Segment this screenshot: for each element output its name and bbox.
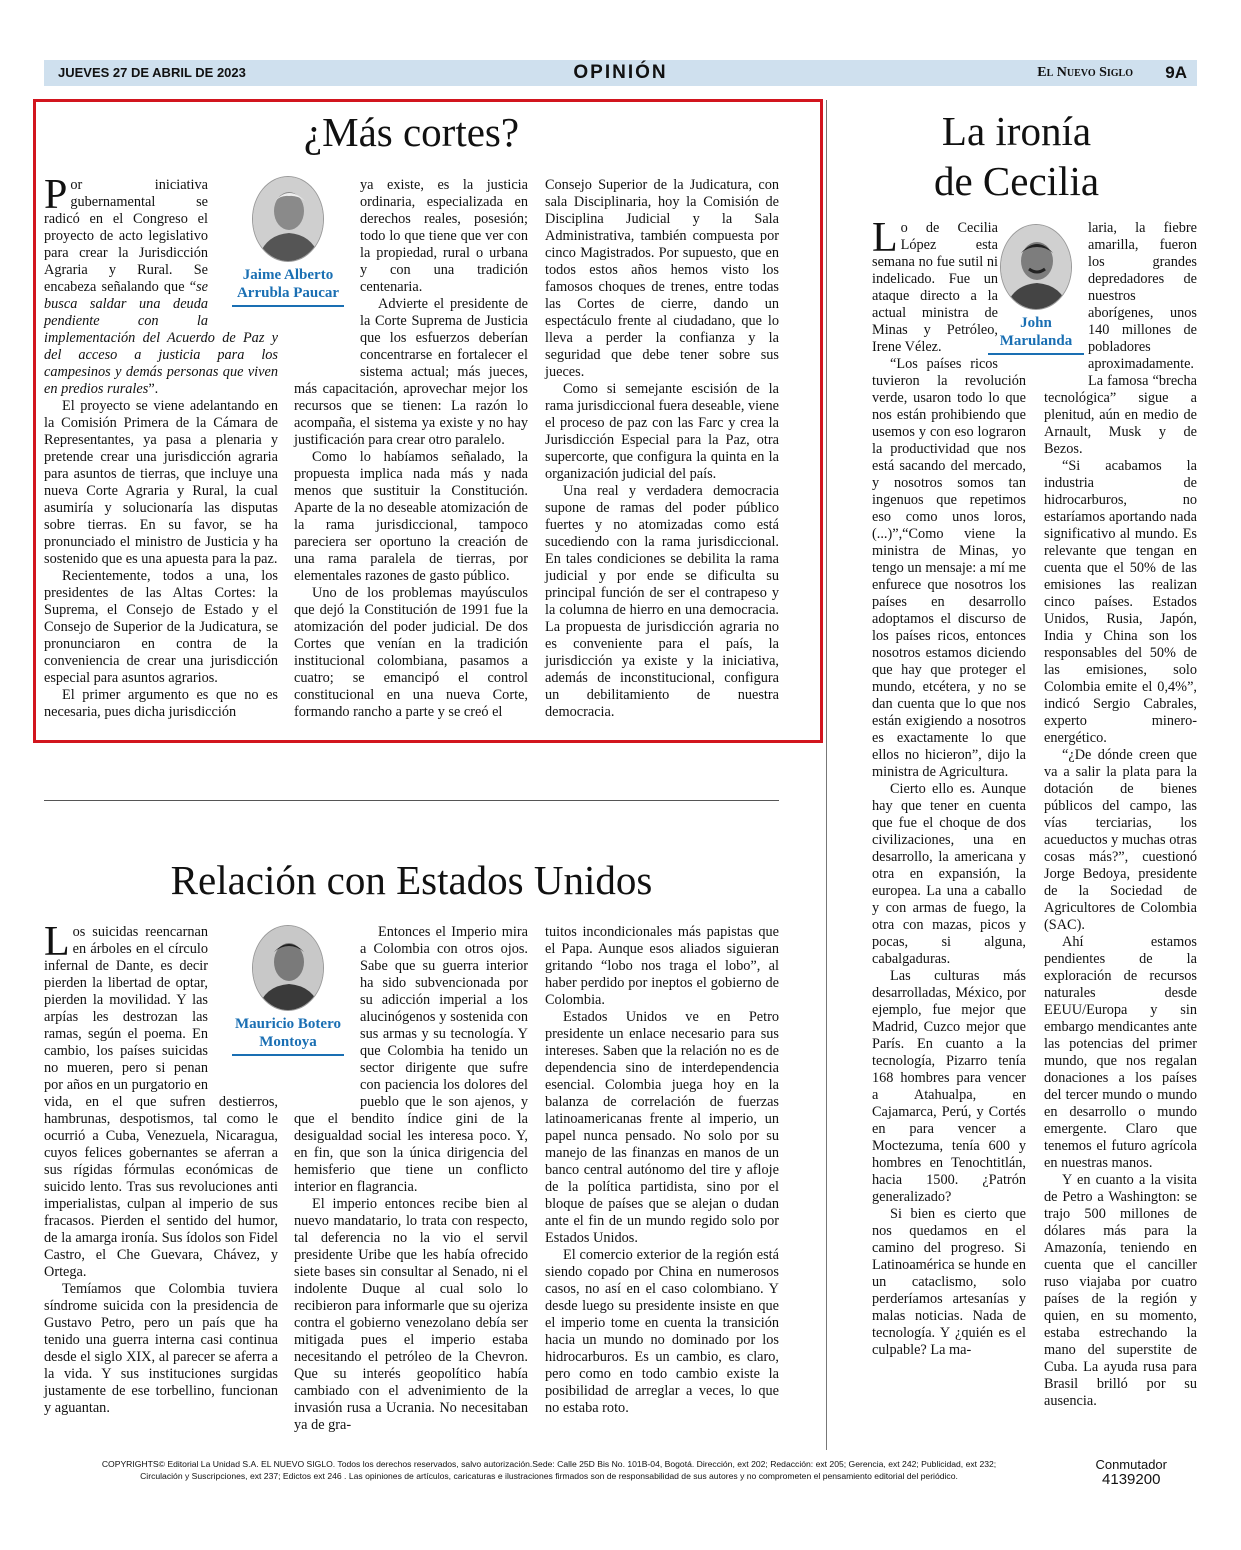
paragraph: El primer argumento es que no es necesaria, pues dicha jurisdicción xyxy=(44,687,278,720)
article2-column-3 xyxy=(545,924,779,1417)
paragraph: Uno de los problemas mayúsculos que dejó la Constitución de 1991 fue la atomización del poder judicial. De dos Cortes que venían en la tradición institucional colombiana, pasamos a cuatro; se emancipó el control constitucional en una nueva Corte, formando rancho a parte y se creó el xyxy=(294,585,528,720)
dropcap: L xyxy=(44,919,70,965)
divider-vertical xyxy=(826,100,827,1450)
paragraph: Y en cuanto a la visita de Petro a Washington: se trajo 500 millones de dólares más para la Amazonía, teniendo en cuenta que el canciller ruso viajaba por cuatro países de la región y quien, en su momento, estaba estrechando la mano del superstite de Cuba. La ayuda rusa para Brasil brilló por su ausencia. xyxy=(1044,1172,1197,1409)
article3-title: La ironía de Cecilia xyxy=(933,108,1100,204)
paragraph: Estados Unidos ve en Petro presidente un enlace necesario para sus intereses. Saben que la relación no es de dependencia sino de interdependencia esencial. Colombia juega hoy en la balanza de correlación de fuerzas latinoamericanas frente al imperio, un papel nunca pensado. No solo por su manejo de las finanzas en manos de un banco central autónomo del tire y afloje de la política partidista, sino por el bloque de países que se alejan o dudan ante el fin de un mundo regido solo por Estados Unidos. xyxy=(545,1009,779,1246)
paragraph: Si bien es cierto que nos quedamos en el camino del progreso. Si Latinoamérica se hunde en un cataclismo, solo perderíamos artesanías y malas noticias. Nada de tecnología. Y ¿quién es el culpable? La ma- xyxy=(872,1206,1026,1358)
author-name: Jaime Alberto Arrubla Paucar xyxy=(232,266,344,307)
issue-date: JUEVES 27 DE ABRIL DE 2023 xyxy=(58,65,246,80)
paragraph: Advierte el presidente de la Corte Suprema de Justicia que los esfuerzos deberían concentrarse en fortalecer el sistema actual; más jueces, más capacitación, aprovechar mejor los recursos que se tienen: La razón lo acompaña, el sistema ya existe y no hay justificación para crear otro paralelo. xyxy=(294,296,528,448)
paragraph: Cierto ello es. Aunque hay que tener en cuenta que fue el choque de dos civilizaciones, una en desarrollo, la americana y otra en expansión, la europea. La una a caballo y con armas de fuego, la otra con mazas, picos y pocas, si alguna, cabalgaduras. xyxy=(872,781,1026,967)
paragraph: “Los países ricos tuvieron la revolución verde, usaron todo lo que nos están prohibiendo que usemos y con eso lograron la productividad que nos está sacando del mercado, y nosotros somos tan ingenuos que repetimos eso como unos loros, (...)”,“Como viene la ministra de Minas, yo tengo un mensaje: a mí me enfurece que nosotros los países en desarrollo adoptamos el discurso de los países ricos, entonces nosotros estamos diciendo que hay que proteger el mundo, etcétera, y no se dan cuenta que lo que nos están exigiendo a nosotros es exactamente lo que ellos no hicieron”, dijo la ministra de Agricultura. xyxy=(872,356,1026,780)
copyright-text: COPYRIGHTS© Editorial La Unidad S.A. EL NUEVO SIGLO. Todos los derechos reservados, salvo autorización.Sede: Calle 25D Bis No. 101B-04, Bogotá. Dirección, ext 202; Redacción: ext 205; Gerencia, ext 242; Publicidad, ext 232; Circulación y Suscripciones, ext 237; Edictos ext 246 . Las opiniones de artículos, caricaturas e ilustraciones firmados son de responsabilidad de sus autores y no comprometen el pensamiento editorial del periódico. xyxy=(101,1459,997,1481)
paragraph: La famosa “brecha tecnológica” sigue a plenitud, aún en medio de Arnault, Musk y de Bezos. xyxy=(1044,373,1197,457)
section-title: OPINIÓN xyxy=(573,62,668,83)
paragraph: Ahí estamos pendientes de la exploración de recursos naturales desde EEUU/Europa y sin embargo mendicantes ante las potencias del primer mundo, que nos regalan donaciones a los países del tercer mundo o mundo en desarrollo o mundo emergente. Claro que tenemos el futuro agrícola en nuestras manos. xyxy=(1044,934,1197,1171)
dropcap: P xyxy=(44,172,68,218)
article1-title: ¿Más cortes? xyxy=(303,109,520,155)
author-name: Mauricio Botero Montoya xyxy=(232,1015,344,1056)
paragraph: tuitos incondicionales más papistas que el Papa. Aunque esos aliados siguieran gritando “lobo nos traga el lobo”, al haber perdido por ineptos el gobierno de Colombia. xyxy=(545,924,779,1008)
page-number: 9A xyxy=(1165,63,1187,82)
page-header xyxy=(44,60,1197,86)
paragraph: El proyecto se viene adelantando en la Comisión Primera de la Cámara de Representantes, ya pasa a plenaria y pretende crear una jurisdicción agraria para asuntos de tierras, que incluye una nueva Corte Agraria y Rural, la cual asumiría y solucionaría las disputas sobre tierras. En su favor, se ha pronunciado el ministro de Justicia y ha sostenido que es una apuesta para la paz. xyxy=(44,398,278,567)
paragraph: Como si semejante escisión de la rama jurisdiccional fuera deseable, viene el proceso de paz con las Farc y crea la Jurisdicción Especial para la Paz, otra supercorte, que configura la quinta en la organización judicial del país. xyxy=(545,381,779,482)
dropcap: L xyxy=(872,215,898,261)
paragraph: Como lo habíamos señalado, la propuesta implica nada más y nada menos que sustituir la Constitución. Aparte de la no deseable atomización de la rama jurisdiccional, tampoco pareciera ser oportuno la creación de una rama paralela de tierras, por elementales razones de gasto público. xyxy=(294,449,528,584)
paragraph: Temíamos que Colombia tuviera síndrome suicida con la presidencia de Gustavo Petro, pero un país que ha tenido una guerra interna casi continua desde el siglo XIX, al parecer se aferra a la vida. Y sus instituciones surgidas justamente de ese torbellino, funcionan y aguantan. xyxy=(44,1281,278,1416)
paragraph: El imperio entonces recibe bien al nuevo mandatario, lo trata con respecto, tal deferencia no la vio el servil presidente Uribe que les había ofrecido siete bases sin consultar al Senado, ni el indolente Duque al cual solo lo recibieron para informarle que su ojeriza contra el gobierno venezolano debía ser mitigada pues el imperio estaba necesitando el petróleo de la Chevron. Que su interés geopolítico había cambiado con el advenimiento de la invasión rusa a Ucrania. No necesitaban ya de gra- xyxy=(294,1196,528,1433)
article3-column-1: Lo de Cecilia López esta semana no fue sutil ni indelicado. Fue un ataque directo a la actual ministra de Minas y Petróleo, Irene Vélez. “Los países ricos tuvieron la revolución verde, usaron todo lo que nos están prohibiendo que usemos y con eso lograron la productividad que nos está sacando del mercado, y nosotros somos tan ingenuos que repetimos eso como unos loros, (...)”,“Como viene la ministra de Minas, yo tengo un mensaje: a mí me enfurece que nosotros los países en desarrollo adoptamos el discurso de los países ricos, entonces nosotros estamos diciendo que hay que proteger el mundo, etcétera, y no se dan cuenta que lo que nos están exigiendo a nosotros es exactamente lo que ellos no hicieron”, dijo la ministra de Agricultura. Cierto ello es. Aunque hay que tener en cuenta que fue el choque de dos civilizaciones, una en desarrollo, la americana y otra en expansión, la europea. La una a caballo y con armas de fuego, la otra con mazas, picos y pocas, si alguna, cabalgaduras. Las culturas más desarrolladas, México, por ejemplo, fue mejor que Madrid, Cuzco mejor que París. En cuanto a la tecnología, Pizarro tenía 168 hombres para vencer a Atahualpa, en Cajamarca, Perú, y Cortés en para vencer a Moctezuma, tenía 600 y hombres en Tenochtitlán, hacia 1500. ¿Patrón generalizado? Si bien es cierto que nos quedamos en el camino del progreso. Si Latinoamérica se hunde en un cataclismo, solo perderíamos artesanías y malas noticias. Nada de tecnología. Y ¿quién es el culpable? La ma- xyxy=(872,215,1026,1358)
paragraph: Las culturas más desarrolladas, México, por ejemplo, fue mejor que Madrid, Cuzco mejor que París. En cuanto a la tecnología, Pizarro tenía 168 hombres para vencer a Atahualpa, en Cajamarca, Perú, y Cortés en para vencer a Moctezuma, tenía 600 y hombres en Tenochtitlán, hacia 1500. ¿Patrón generalizado? xyxy=(872,968,1026,1205)
article1-column-1: Por iniciativa gubernamental se radicó en el Congreso el proyecto de acto legislativo para crear la Jurisdicción Agraria y Rural. Se encabeza señalando que “se busca saldar una deuda pendiente con la implementación del Acuerdo de Paz y del acceso a justicia para los campesinos y demás personas que viven en predios rurales”. El proyecto se viene adelantando en la Comisión Primera de la Cámara de Representantes, ya pasa a plenaria y pretende crear una jurisdicción agraria para asuntos de tierras, que incluye una nueva Corte Agraria y Rural, la cual asumiría y solucionaría las disputas sobre tierras. En su favor, se ha pronunciado el ministro de Justicia y ha sostenido que es una apuesta para la paz. Recientemente, todos a una, los presidentes de las Altas Cortes: la Suprema, el Consejo de Estado y el Consejo de Superior de la Judicatura, se pronunciaron en contra de la conveniencia de crear una jurisdicción especial para asuntos agrarios. El primer argumento es que no es necesaria, pues dicha jurisdicción xyxy=(44,172,278,720)
paragraph: El comercio exterior de la región está siendo copado por China en numerosos casos, no así en el caso colombiano. Y desde luego su presidente insiste en que el imperio tome en cuenta la transición hacia un mundo no dominado por los hidrocarburos. Es un cambio, es claro, pero como en todo cambio existe la posibilidad de arreglar a veces, lo que no estaba roto. xyxy=(545,1247,779,1416)
paragraph: Consejo Superior de la Judicatura, con sala Disciplinaria, hoy la Comisión de Disciplina Judicial y la Sala Administrativa, también compuesta por cinco Magistrados. Por supuesto, que en todos estos años hemos visto los famosos choques de trenes, entre todas las Cortes de cierre, dando un espectáculo frente al ciudadano, que lo lleva a perder la confianza y la seguridad que debe tener sobre sus jueces. xyxy=(545,177,779,380)
newspaper-name: El Nuevo Siglo xyxy=(1037,65,1133,80)
article1-column-3 xyxy=(545,177,779,721)
article2-column-1: Los suicidas reencarnan en árboles en el círculo infernal de Dante, es decir pierden la libertad de optar, pierden la movilidad. Y las arpías les destrozan las ramas, según el poema. En cambio, los países suicidas no mueren, pero si penan por años en un purgatorio en vida, en el que sufren destierros, hambrunas, despotismos, tal como le ocurrió a Cuba, Venezuela, Nicaragua, cuyos felices gobernantes se aferran a sus rígidas fórmulas económicas de suicido lento. Tras sus revoluciones anti imperialistas, culpan al imperio de sus fracasos. Pierden el sentido del humor, de la amarga ironía. Sus ídolos son Fidel Castro, el Che Guevara, Chávez, y Ortega. Temíamos que Colombia tuviera síndrome suicida con la presidencia de Gustavo Petro, pero un país que ha tenido una guerra interna casi continua desde el siglo XIX, al parecer se aferra a la vida. Y sus instituciones surgidas justamente de ese torbellino, funcionan y aguantan. xyxy=(44,919,278,1416)
author-name: John Marulanda xyxy=(988,314,1084,355)
paragraph: “Si acabamos la industria de hidrocarburos, no estaríamos aportando nada significativo al mundo. Es relevante que tengan en cuenta que el 50% de las emisiones las realizan cinco países. Estados Unidos, Rusia, Japón, India y China son los responsables del 50% de las emisiones, solo Colombia emite el 0,4%”, indicó Sergio Cabrales, experto minero-energético. xyxy=(1044,458,1197,746)
paragraph: Una real y verdadera democracia supone de ramas del poder público fuertes y no atomizadas como está sucediendo con la rama jurisdiccional. En tales condiciones se debilita la rama judicial y por ende se dificulta su principal función de ser el contrapeso y la columna de hierro en una democracia. La propuesta de jurisdicción agraria no es conveniente para el país, la jurisdicción ya existe y la iniciativa, además de inconstitucional, configura un debilitamiento de nuestra democracia. xyxy=(545,483,779,720)
switchboard: Conmutador 4139200 xyxy=(1095,1457,1167,1488)
divider-horizontal xyxy=(44,800,779,801)
article2-column-2: Entonces el Imperio mira a Colombia con otros ojos. Sabe que su guerra interior ha sido subvencionada por su adicción imperial a los alucinógenos y sostenida con sus armas y su tecnología. Y que Colombia ha tenido un sector dirigente que sufre con paciencia los dolores del pueblo que le son ajenos, y que el bendito índice gini de la desigualdad social les interesa poco. Y, en fin, que son la única dirigencia del hemisferio que tiene un conflicto interior en flagrancia. El imperio entonces recibe bien al nuevo mandatario, lo trata con respecto, tal deferencia no la vio el servil presidente Uribe que les había ofrecido siete bases sin consultar al Senado, ni el indolente Duque al cual solo lo recibieron para informarle que su ojeriza contra el gobierno venezolano debía ser mitigada pues el imperio estaba necesitando el petróleo de la Chevron. Que su interés geopolítico había cambiado con el advenimiento de la invasión rusa a Ucrania. No necesitaban ya de gra- xyxy=(294,924,528,1433)
paragraph: Recientemente, todos a una, los presidentes de las Altas Cortes: la Suprema, el Consejo de Estado y el Consejo de Superior de la Judicatura, se pronunciaron en contra de la conveniencia de crear una jurisdicción especial para asuntos agrarios. xyxy=(44,568,278,686)
article1-column-2: ya existe, es la justicia ordinaria, especializada en derechos reales, posesión; todo lo que tiene que ver con la propiedad, rural o urbana y con una tradición centenaria. Advierte el presidente de la Corte Suprema de Justicia que los esfuerzos deberían concentrarse en fortalecer el sistema actual; más jueces, más capacitación, aprovechar mejor los recursos que se tienen: La razón lo acompaña, el sistema ya existe y no hay justificación para crear otro paralelo. Como lo habíamos señalado, la propuesta implica nada más y nada menos que sustituir la Constitución. Aparte de la no deseable atomización de la rama jurisdiccional, tampoco pareciera ser oportuno la creación de una rama paralela de tierras, por elementales razones de gasto público. Uno de los problemas mayúsculos que dejó la Constitución de 1991 fue la atomización del poder judicial. De dos Cortes que venían en la tradición institucional colombiana, pasamos a cuatro; se emancipó el control constitucional en una nueva Corte, formando rancho a parte y se creó el xyxy=(294,177,528,720)
paragraph: “¿De dónde creen que va a salir la plata para la dotación de bienes públicos del campo, las vías terciarias, los acueductos y muchas otras cosas más?”, cuestionó Jorge Bedoya, presidente de la Sociedad de Agricultores de Colombia (SAC). xyxy=(1044,747,1197,933)
article2-title: Relación con Estados Unidos xyxy=(170,857,653,903)
article3-column-2: laria, la fiebre amarilla, fueron los grandes depredadores de nuestros aborígenes, unos 140 millones de pobladores aproximadamente. La famosa “brecha tecnológica” sigue a plenitud, aún en medio de Arnault, Musk y de Bezos. “Si acabamos la industria de hidrocarburos, no estaríamos aportando nada significativo al mundo. Es relevante que tengan en cuenta que el 50% de las emisiones las realizan cinco países. Estados Unidos, Rusia, Japón, India y China son los responsables del 50% de las emisiones, solo Colombia emite el 0,4%”, indicó Sergio Cabrales, experto minero-energético. “¿De dónde creen que va a salir la plata para la dotación de bienes públicos del campo, las vías terciarias, los acueductos y muchas otras cosas más?”, cuestionó Jorge Bedoya, presidente de la Sociedad de Agricultores de Colombia (SAC). Ahí estamos pendientes de la exploración de recursos naturales desde EEUU/Europa y sin embargo mendicantes ante las potencias del primer mundo, que nos regalan donaciones a los países del tercer mundo o mundo en desarrollo o mundo emergente. Claro que tenemos el futuro agrícola en nuestras manos. Y en cuanto a la visita de Petro a Washington: se trajo 500 millones de dólares más para la Amazonía, teniendo en cuenta que el canciller ruso viajaba por cuatro países de la región y quien, en su momento, estaba estrechando la mano del superstite de Cuba. La ayuda rusa para Brasil brilló por su ausencia. xyxy=(1044,220,1197,1409)
